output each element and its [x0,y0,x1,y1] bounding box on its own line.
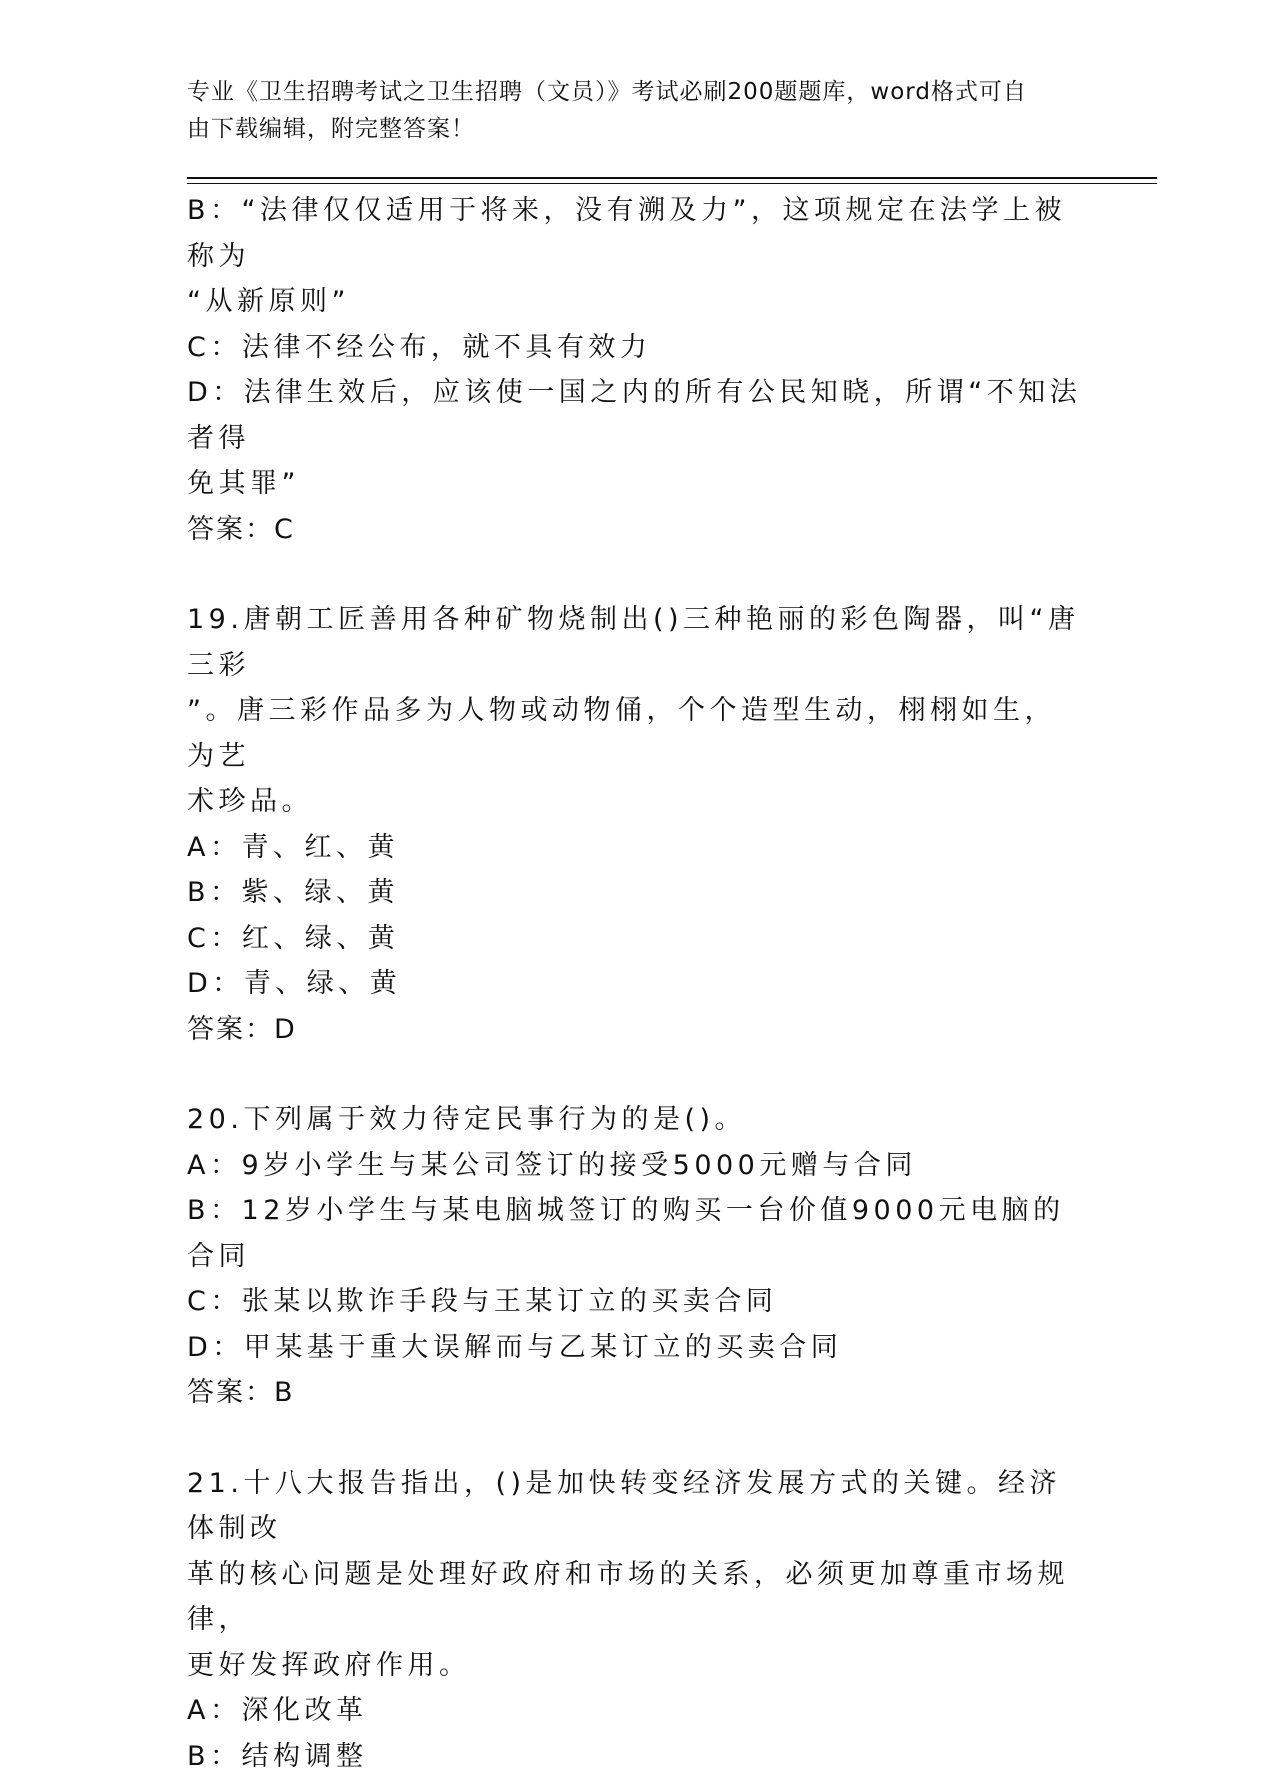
spacer [187,552,1087,597]
option-c: C：张某以欺诈手段与王某订立的买卖合同 [187,1279,1087,1325]
option-d-line-2: 免其罪” [187,461,1087,507]
option-d: D：甲某基于重大误解而与乙某订立的买卖合同 [187,1325,1087,1371]
option-c: C：法律不经公布，就不具有效力 [187,325,1087,371]
option-a: A：青、红、黄 [187,825,1087,871]
question-21-stem-line-3: 更好发挥政府作用。 [187,1643,1087,1689]
question-21 [187,1461,1087,1779]
spacer [187,1416,1087,1461]
question-content [187,188,1087,1779]
option-b-line-1: B：“法律仅仅适用于将来，没有溯及力”，这项规定在法学上被称为 [187,188,1087,279]
question-21-stem-line-1: 21.十八大报告指出，()是加快转变经济发展方式的关键。经济体制改 [187,1461,1087,1552]
option-b: B：12岁小学生与某电脑城签订的购买一台价值9000元电脑的合同 [187,1188,1087,1279]
option-d-line-1: D：法律生效后，应该使一国之内的所有公民知晓，所谓“不知法者得 [187,370,1087,461]
question-19-stem-line-3: 术珍品。 [187,779,1087,825]
option-b-line-2: “从新原则” [187,279,1087,325]
option-a: A：深化改革 [187,1688,1087,1734]
question-21-stem-line-2: 革的核心问题是处理好政府和市场的关系，必须更加尊重市场规律， [187,1552,1087,1643]
question-20 [187,1097,1087,1416]
answer-20: 答案：B [187,1370,1087,1416]
document-header [187,74,1067,148]
option-a: A：9岁小学生与某公司签订的接受5000元赠与合同 [187,1143,1087,1189]
question-19-stem-line-1: 19.唐朝工匠善用各种矿物烧制出()三种艳丽的彩色陶器，叫“唐三彩 [187,597,1087,688]
question-20-stem: 20.下列属于效力待定民事行为的是()。 [187,1097,1087,1143]
question-19-stem-line-2: ”。唐三彩作品多为人物或动物俑，个个造型生动，栩栩如生，为艺 [187,688,1087,779]
answer-19: 答案：D [187,1007,1087,1053]
question-18-continued [187,188,1087,552]
header-rule-thin [187,183,1157,184]
spacer [187,1052,1087,1097]
answer-18: 答案：C [187,507,1087,553]
option-d: D：青、绿、黄 [187,961,1087,1007]
question-19 [187,597,1087,1052]
header-title-line-1: 专业《卫生招聘考试之卫生招聘（文员）》考试必刷200题题库，word格式可自 [187,74,1067,111]
header-rule-thick [187,177,1157,179]
option-b: B：结构调整 [187,1734,1087,1779]
header-title-line-2: 由下载编辑，附完整答案！ [187,111,1067,148]
option-b: B：紫、绿、黄 [187,870,1087,916]
option-c: C：红、绿、黄 [187,916,1087,962]
